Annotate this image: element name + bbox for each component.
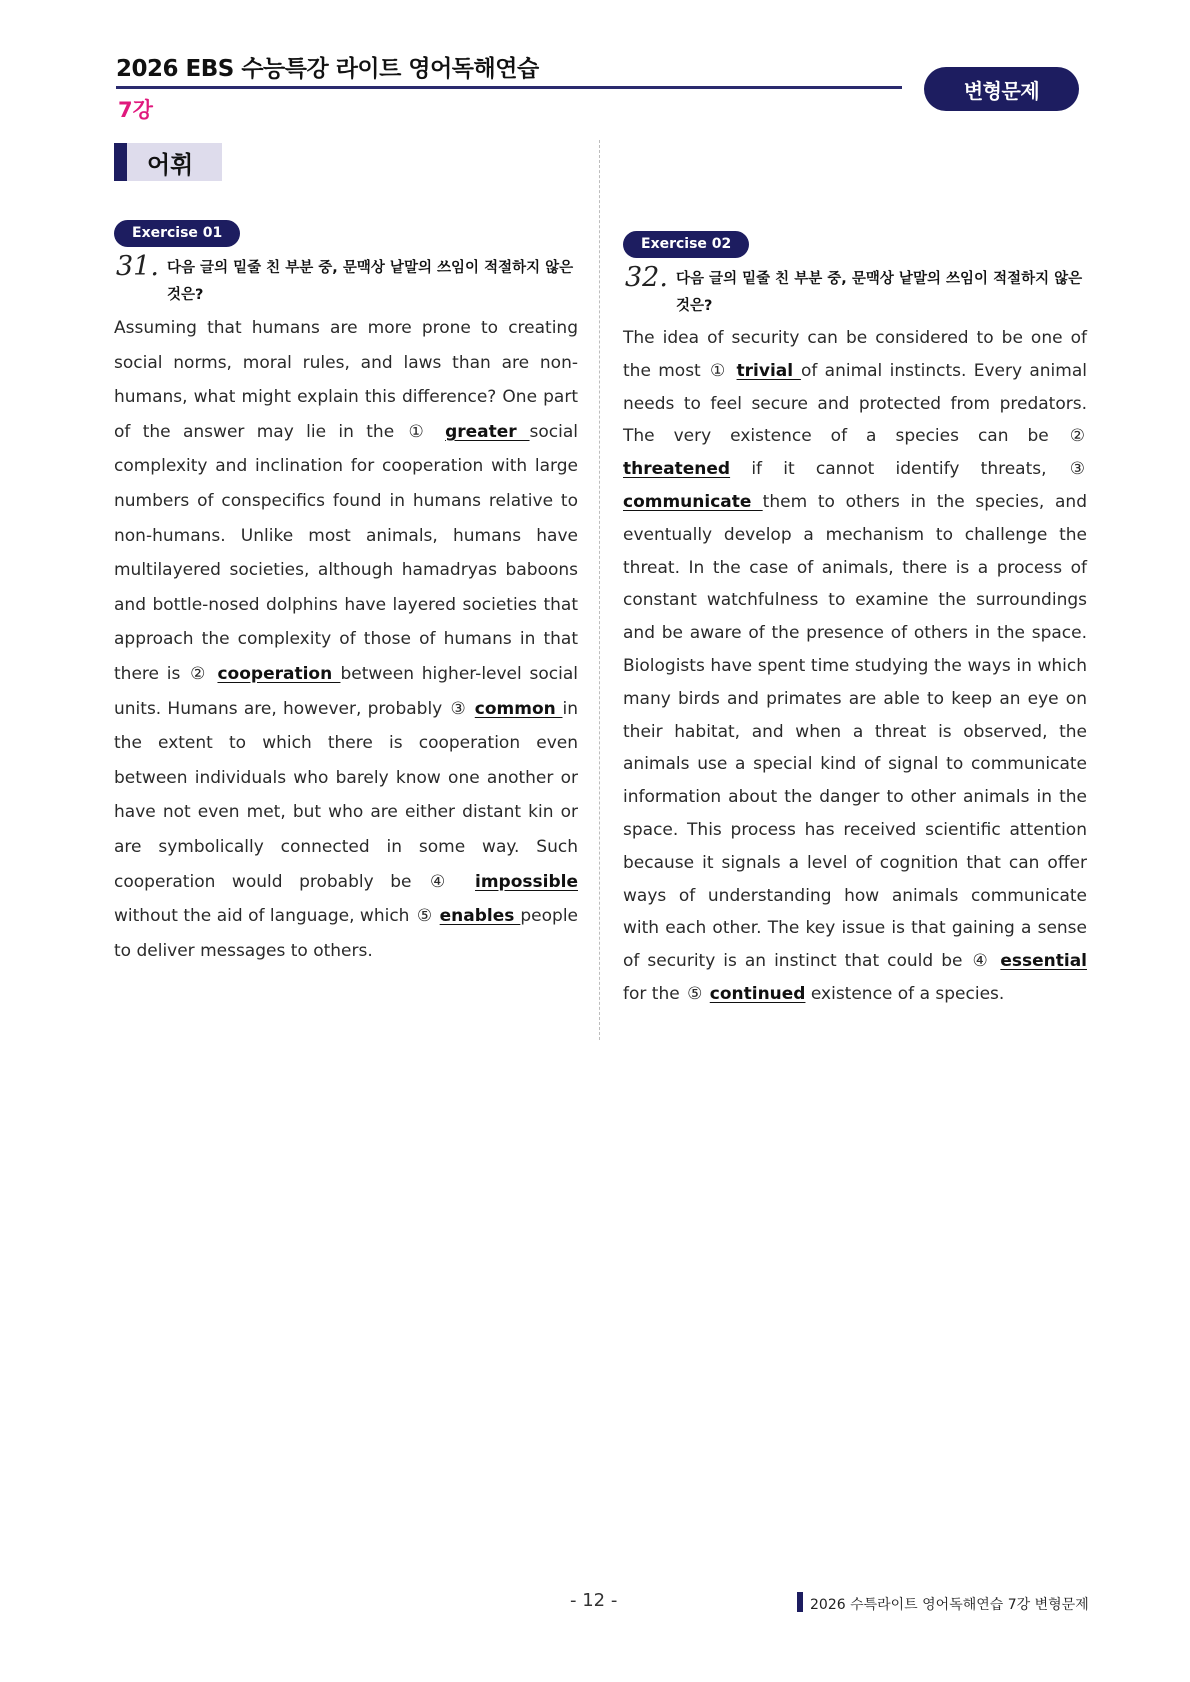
header-rule (116, 86, 902, 89)
underlined-choice: greater (445, 421, 530, 442)
question-prompt: 다음 글의 밑줄 친 부분 중, 문맥상 낱말의 쓰임이 적절하지 않은 것은? (167, 260, 574, 303)
passage-text: them to others in the species, and eventually develop a mechanism to challenge the threat. In the case of animals, there is a process of constant watchfulness to examine the surroundings and be aware of the presence of others in the space. Biologists have spent time studying the ways in which many birds and primates are able to keep an eye on their habitat, and when a threat is observed, the animals use a special kind of signal to communicate information about the danger to other animals in the space. This process has received scientific attention because it signals a level of cognition that can offer ways of understanding how animals communicate with each other. The key issue is that gaining a sense of security is an instinct that could be (623, 491, 1087, 972)
choice-marker: ④ (972, 951, 999, 972)
question-number: 32. (625, 262, 668, 293)
choice-marker: ① (408, 421, 444, 442)
underlined-choice: impossible (475, 871, 578, 892)
choice-marker: ③ (450, 698, 473, 719)
underlined-choice: common (474, 698, 563, 719)
footer-text: 2026 수특라이트 영어독해연습 7강 변형문제 (810, 1597, 1089, 1613)
exercise-02 (623, 231, 1087, 1011)
underlined-choice: communicate (623, 491, 763, 512)
choice-marker: ⑤ (416, 906, 438, 927)
choice-marker: ⑤ (687, 983, 708, 1004)
passage-text: between higher-level social units. Humans are, however, probably (114, 663, 578, 719)
footer-marker (797, 1592, 803, 1612)
passage-text: if it cannot identify threats, (730, 459, 1068, 480)
choice-marker: ② (190, 663, 216, 684)
underlined-choice: essential (1000, 951, 1087, 972)
page-number: - 12 - (570, 1590, 618, 1611)
document-title: 2026 EBS 수능특강 라이트 영어독해연습 (116, 56, 539, 82)
passage-text: without the aid of language, which (114, 906, 415, 927)
underlined-choice: enables (439, 906, 521, 927)
section-heading-bar (114, 143, 127, 181)
choice-marker: ④ (430, 871, 474, 892)
passage-text: people to deliver messages to others. (114, 906, 578, 961)
exercise-label: Exercise 01 (114, 220, 240, 247)
question-header (623, 262, 1087, 320)
section-heading-title: 어휘 (147, 150, 194, 179)
section-heading (114, 143, 222, 181)
choice-marker: ① (710, 360, 735, 381)
underlined-choice: threatened (623, 459, 731, 480)
passage-text: in the extent to which there is cooperation even between individuals who barely know one another or have not even met, but who are either distant kin or are symbolically connected in some way. Such cooperation would probably be (114, 698, 578, 892)
question-number: 31. (116, 251, 159, 282)
passage-text: The idea of security can be considered to be one of the most (623, 328, 1087, 381)
question-header (114, 251, 578, 309)
question-prompt: 다음 글의 밑줄 친 부분 중, 문맥상 낱말의 쓰임이 적절하지 않은 것은? (676, 271, 1083, 314)
lesson-label: 7강 (118, 98, 153, 122)
underlined-choice: continued (709, 983, 806, 1004)
column-divider (599, 140, 600, 1040)
choice-marker: ③ (1069, 459, 1085, 480)
passage-text: existence of a species. (805, 983, 1005, 1004)
choice-marker: ② (1069, 426, 1085, 447)
passage (623, 322, 1087, 1011)
passage-text: social complexity and inclination for cooperation with large numbers of conspecifics found in humans relative to non-humans. Unlike most animals, humans have multilayered societies, although hamadryas baboons and bottle-nosed dolphins have layered societies that approach the complexity of those of humans in that there is (114, 421, 578, 684)
underlined-choice: cooperation (217, 663, 341, 684)
passage-text: for the (623, 983, 686, 1004)
passage-text: Assuming that humans are more prone to creating social norms, moral rules, and laws than are non-humans, what might explain this difference? One part of the answer may lie in the (114, 318, 578, 442)
exercise-label: Exercise 02 (623, 231, 749, 258)
passage-text: of animal instincts. Every animal needs to feel secure and protected from predators. The very existence of a species can be (623, 360, 1087, 447)
category-badge: 변형문제 (924, 67, 1079, 111)
exercise-01 (114, 220, 578, 968)
underlined-choice: trivial (736, 360, 801, 381)
passage (114, 311, 578, 968)
